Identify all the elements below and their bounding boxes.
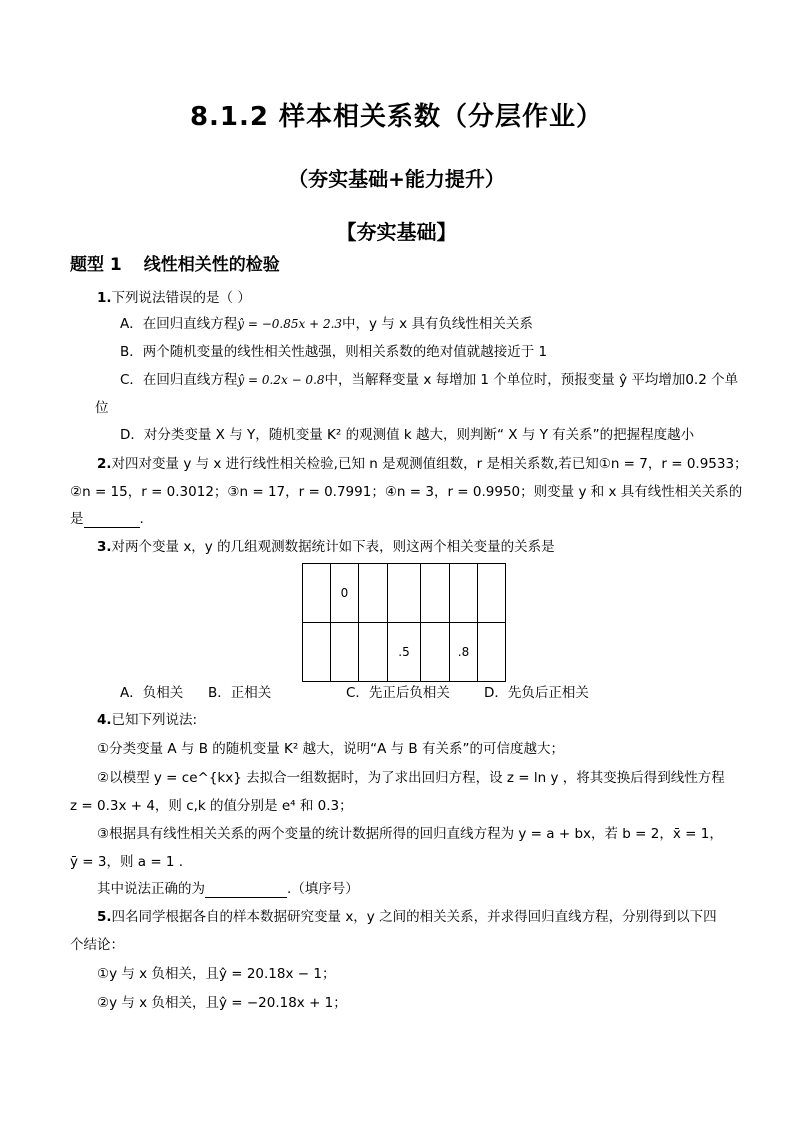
table-cell <box>303 623 331 682</box>
table-cell: 0 <box>331 564 359 623</box>
q5-number: 5. <box>97 909 112 925</box>
q1-c-equation: ŷ = 0.2x − 0.8 <box>237 373 325 387</box>
q4-answer-pre: 其中说法正确的为 <box>97 881 205 897</box>
q1-option-b: B．两个随机变量的线性相关性越强，则相关系数的绝对值就越接近于 1 <box>120 344 548 360</box>
q4-answer-line <box>97 880 359 898</box>
table-cell <box>421 564 450 623</box>
q1-option-c-cont: 位 <box>95 400 109 416</box>
q1-number: 1. <box>97 290 112 306</box>
table-cell <box>331 623 359 682</box>
q5-conclusion-2: ②y 与 x 负相关，且ŷ = −20.18x + 1； <box>97 995 347 1011</box>
q4-stem <box>97 711 197 729</box>
q3-option-a: A．负相关 <box>120 685 184 701</box>
q3-number: 3. <box>97 539 112 555</box>
q2-line3-post: . <box>139 511 144 527</box>
table-cell <box>303 564 331 623</box>
q1-a-post: 中，y 与 x 具有负线性相关关系 <box>342 316 533 332</box>
q1-a-equation: ŷ = −0.85x + 2.3 <box>237 317 343 331</box>
table-cell <box>450 564 478 623</box>
q5-line2: 个结论： <box>70 937 124 953</box>
q4-statement-2-line1: ②以模型 y = ce^{kx} 去拟合一组数据时，为了求出回归方程，设 z = ln y ，将其变换后得到线性方程 <box>97 770 725 786</box>
q1-stem-text: 下列说法错误的是（ ） <box>111 290 251 306</box>
q4-statement-3-line2: ȳ = 3，则 a = 1 . <box>70 854 184 870</box>
topic-label: 题型 1 <box>70 255 122 275</box>
q3-option-d: D．先负后正相关 <box>484 685 589 701</box>
q4-number: 4. <box>97 712 112 728</box>
q4-statement-2-line2: z = 0.3x + 4，则 c,k 的值分别是 e⁴ 和 0.3； <box>70 798 353 814</box>
q5-conclusion-1: ①y 与 x 负相关，且ŷ = 20.18x − 1； <box>97 966 336 982</box>
q4-stem-text: 已知下列说法: <box>111 712 198 728</box>
q3-data-table <box>302 563 506 682</box>
table-cell <box>388 564 421 623</box>
q1-c-pre: C．在回归直线方程 <box>120 372 238 388</box>
topic-name: 线性相关性的检验 <box>143 255 280 275</box>
q3-option-c: C．先正后负相关 <box>346 685 450 701</box>
table-cell <box>359 564 388 623</box>
q1-option-d: D．对分类变量 X 与 Y，随机变量 K² 的观测值 k 越大，则判断“ X 与 Y 有关系”的把握程度越小 <box>120 427 695 443</box>
table-cell <box>478 623 506 682</box>
q2-line3 <box>70 510 144 528</box>
q1-a-pre: A．在回归直线方程 <box>120 316 238 332</box>
q2-line1 <box>97 455 748 473</box>
q4-answer-blank[interactable] <box>205 883 287 898</box>
q2-line2: ②n = 15，r = 0.3012；③n = 17，r = 0.7991；④n = 3，r = 0.9950；则变量 y 和 x 具有线性相关关系的 <box>70 484 743 500</box>
table-cell <box>421 623 450 682</box>
table-cell <box>478 564 506 623</box>
section-heading: 【夯实基础】 <box>336 220 457 244</box>
q2-number: 2. <box>97 456 112 472</box>
topic-heading <box>70 250 280 275</box>
q1-stem <box>97 289 251 307</box>
page-title: 8.1.2 样本相关系数（分层作业） <box>189 102 604 132</box>
page-subtitle: （夯实基础+能力提升） <box>288 167 505 191</box>
q3-stem <box>97 538 555 556</box>
q4-answer-post: .（填序号） <box>287 881 359 897</box>
q1-option-c <box>120 371 738 389</box>
q3-option-b: B．正相关 <box>208 685 272 701</box>
table-cell: .5 <box>388 623 421 682</box>
q4-statement-1: ①分类变量 A 与 B 的随机变量 K² 越大，说明“A 与 B 有关系”的可信度越大； <box>97 741 564 757</box>
table-cell <box>359 623 388 682</box>
q1-c-post: 中，当解释变量 x 每增加 1 个单位时，预报变量 ŷ 平均增加0.2 个单 <box>324 372 739 388</box>
q5-line1 <box>97 908 717 926</box>
table-row <box>303 564 506 623</box>
q3-stem-text: 对两个变量 x，y 的几组观测数据统计如下表，则这两个相关变量的关系是 <box>111 539 555 555</box>
q2-answer-blank[interactable] <box>84 513 140 528</box>
table-row <box>303 623 506 682</box>
q2-line1-text: 对四对变量 y 与 x 进行线性相关检验,已知 n 是观测值组数，r 是相关系数,若已知①n = 7，r = 0.9533； <box>111 456 748 472</box>
table-cell: .8 <box>450 623 478 682</box>
q1-option-a <box>120 315 533 333</box>
q2-line3-pre: 是 <box>70 511 84 527</box>
q4-statement-3-line1: ③根据具有线性相关关系的两个变量的统计数据所得的回归直线方程为 y = a + bx，若 b = 2，x̄ = 1， <box>97 826 723 842</box>
q5-line1-text: 四名同学根据各自的样本数据研究变量 x，y 之间的相关关系，并求得回归直线方程，分别得到以下四 <box>111 909 717 925</box>
